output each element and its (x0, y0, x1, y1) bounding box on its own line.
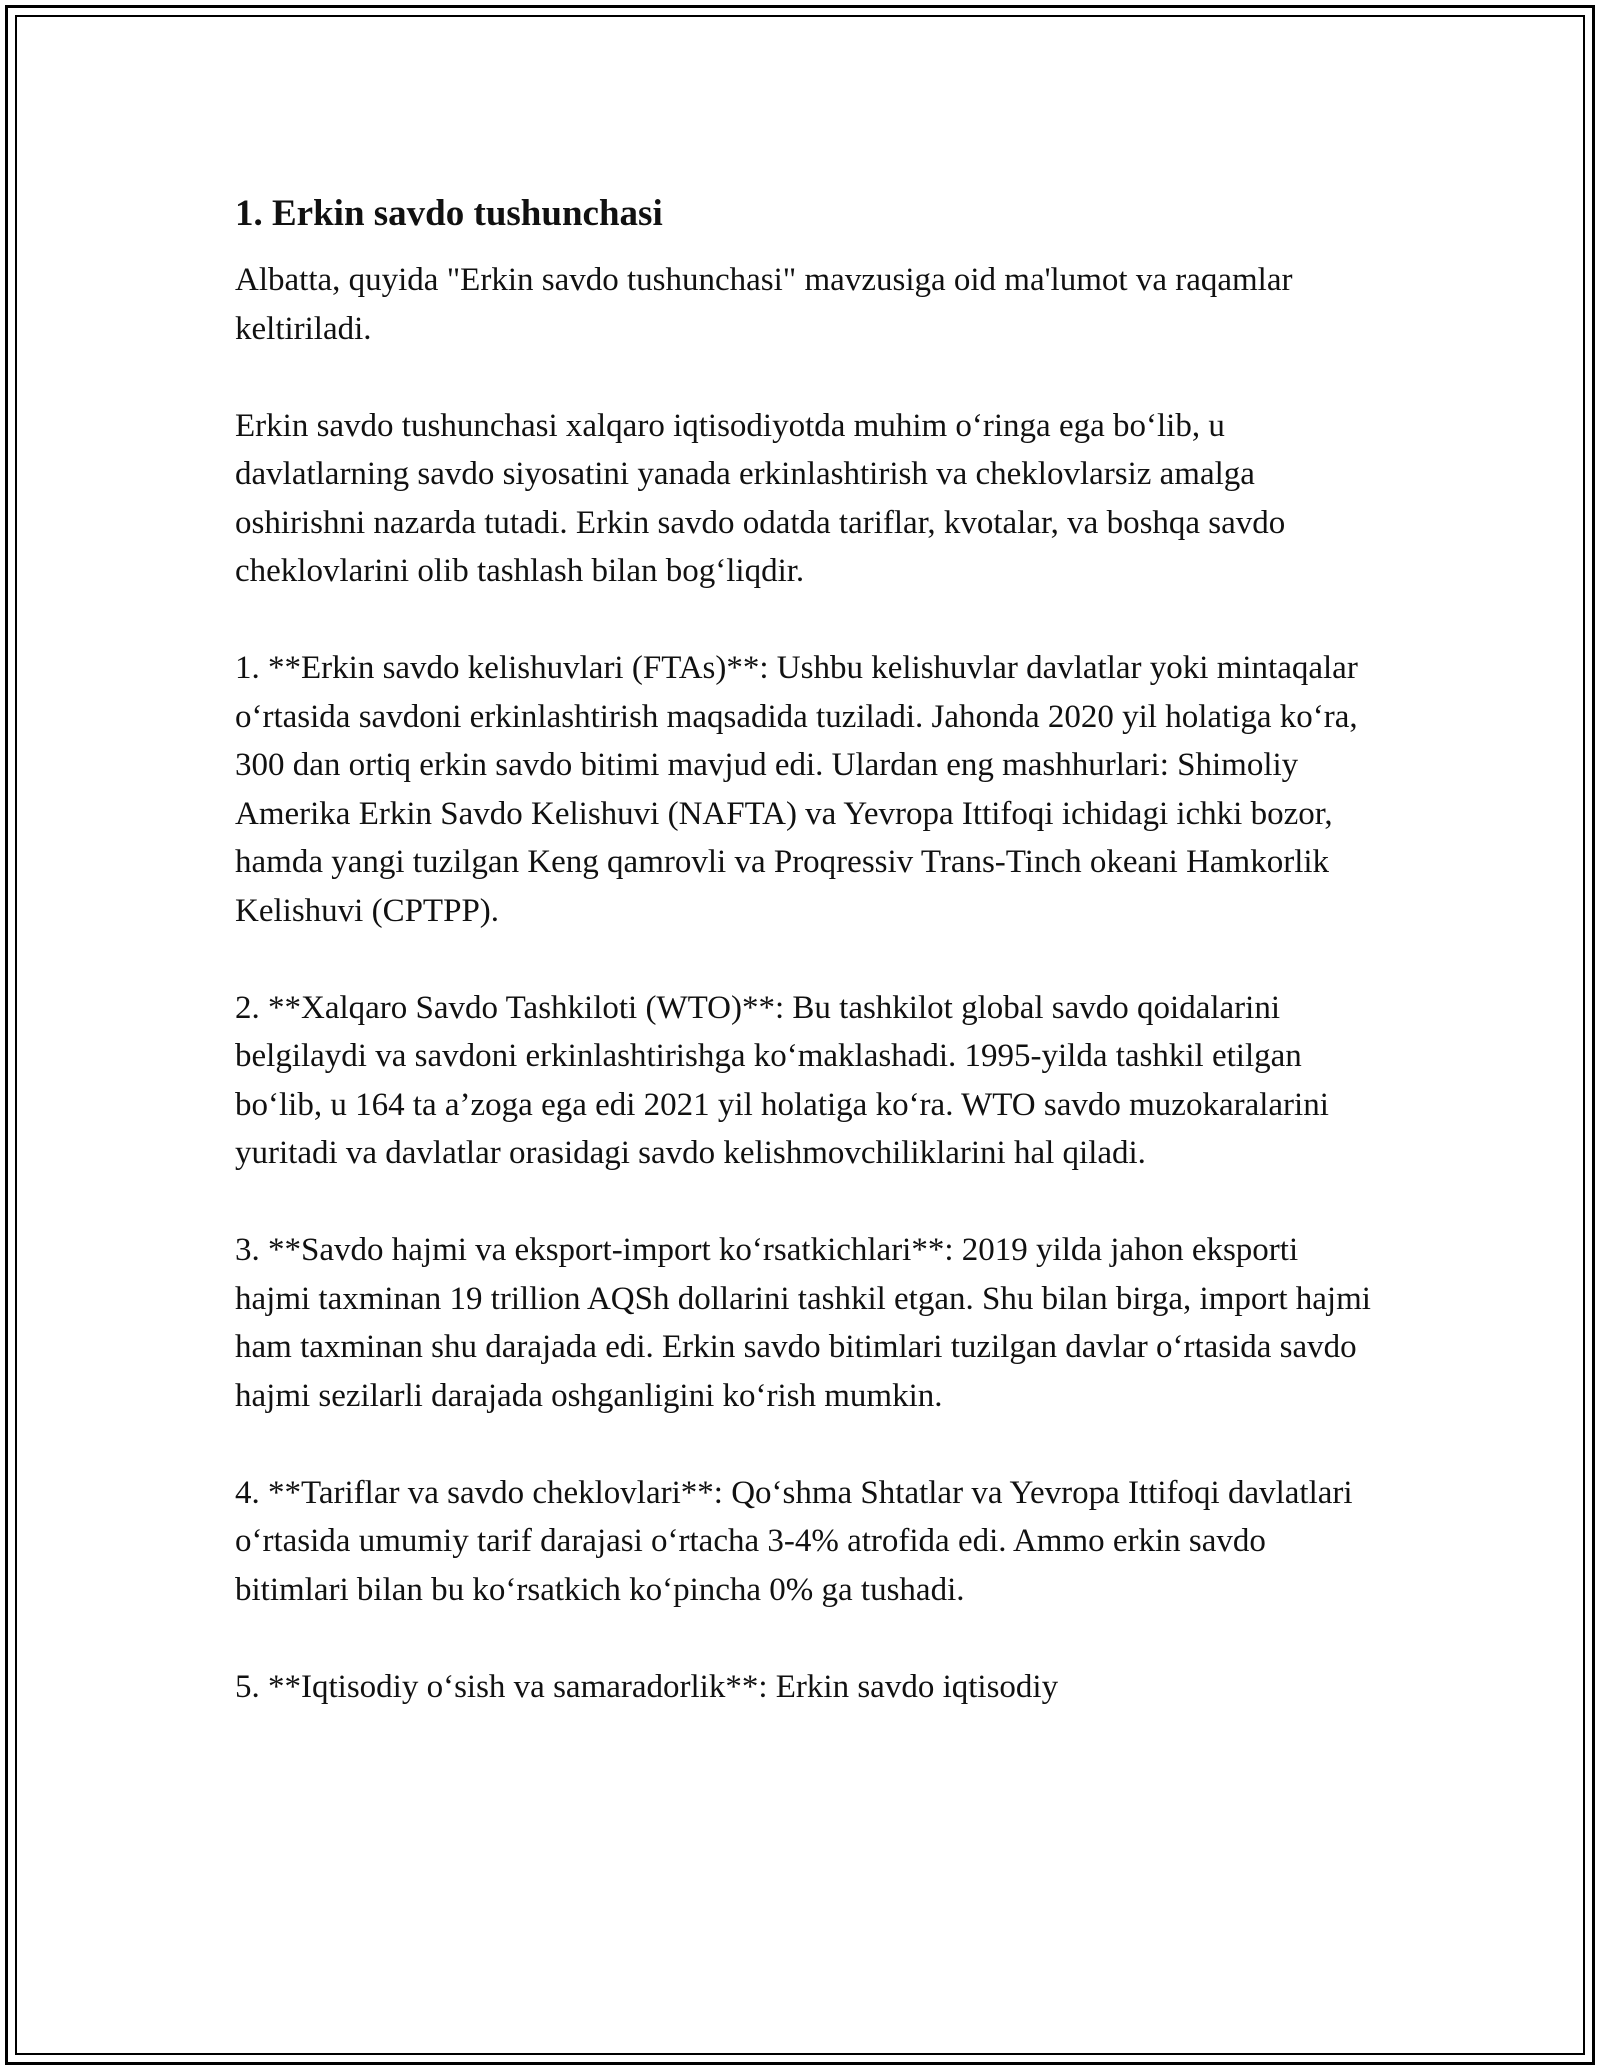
list-item-trade-volume: 3. **Savdo hajmi va eksport-import koʻrsatkichlari**: 2019 yilda jahon eksporti hajmi taxminan 19 trillion AQSh dollarini tashkil etgan. Shu bilan birga, import hajmi ham taxminan shu darajada edi. Erkin savdo bitimlari tuzilgan davlar oʻrtasida savdo hajmi sezilarli darajada oshganligini koʻrish mumkin. (235, 1232, 1371, 1414)
list-item-economic-growth: 5. **Iqtisodiy oʻsish va samaradorlik**: Erkin savdo iqtisodiy (235, 1668, 1059, 1705)
definition-paragraph: Erkin savdo tushunchasi xalqaro iqtisodiyotda muhim oʻringa ega boʻlib, u davlatlarning savdo siyosatini yanada erkinlashtirish va cheklovlarsiz amalga oshirishni nazarda tutadi. Erkin savdo odatda tariflar, kvotalar, va boshqa savdo cheklovlarini olib tashlash bilan bogʻliqdir. (235, 407, 1286, 589)
section-title: 1. Erkin savdo tushunchasi (235, 193, 663, 234)
list-item-wto: 2. **Xalqaro Savdo Tashkiloti (WTO)**: Bu tashkilot global savdo qoidalarini belgilaydi va savdoni erkinlashtirishga koʻmaklashadi. 1995-yilda tashkil etilgan boʻlib, u 164 ta a’zoga ega edi 2021 yil holatiga koʻra. WTO savdo muzokaralarini yuritadi va davlatlar orasidagi savdo kelishmovchiliklarini hal qiladi. (235, 989, 1329, 1171)
list-item-tariffs: 4. **Tariflar va savdo cheklovlari**: Qoʻshma Shtatlar va Yevropa Ittifoqi davlatlari oʻrtasida umumiy tarif darajasi oʻrtacha 3-4% atrofida edi. Ammo erkin savdo bitimlari bilan bu koʻrsatkich koʻpincha 0% ga tushadi. (235, 1474, 1353, 1608)
intro-paragraph: Albatta, quyida "Erkin savdo tushunchasi" mavzusiga oid ma'lumot va raqamlar keltiriladi. (235, 262, 1293, 347)
list-item-ftas: 1. **Erkin savdo kelishuvlari (FTAs)**: Ushbu kelishuvlar davlatlar yoki mintaqalar oʻrtasida savdoni erkinlashtirish maqsadida tuziladi. Jahonda 2020 yil holatiga koʻra, 300 dan ortiq erkin savdo bitimi mavjud edi. Ulardan eng mashhurlari: Shimoliy Amerika Erkin Savdo Kelishuvi (NAFTA) va Yevropa Ittifoqi ichidagi ichki bozor, hamda yangi tuzilgan Keng qamrovli va Proqressiv Trans-Tinch okeani Hamkorlik Kelishuvi (CPTPP). (235, 650, 1358, 929)
document-body (235, 188, 1375, 1760)
